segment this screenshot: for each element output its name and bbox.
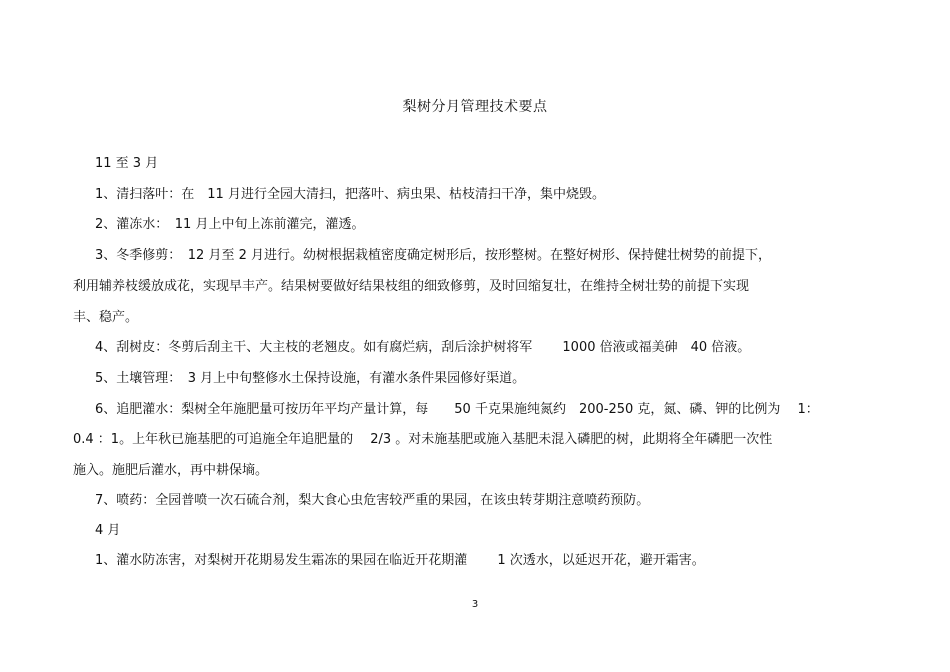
paragraph-fertilize-line1: 6、追肥灌水：梨树全年施肥量可按历年平均产量计算，每 50 千克果施纯氮约 200-250 克，氮、磷、钾的比例为 1： xyxy=(95,402,819,417)
paragraph-winter-pruning-line3: 丰、稳产。 xyxy=(73,310,139,325)
paragraph-winter-pruning-line2: 利用辅养枝缓放成花，实现早丰产。结果树要做好结果枝组的细致修剪，及时回缩复壮，在维持全树壮势的前提下实现 xyxy=(73,279,750,294)
paragraph-winter-irrigation: 2、灌冻水： 11 月上中旬上冻前灌完，灌透。 xyxy=(95,217,365,232)
paragraph-fertilize-line2: 0.4 ：1。上年秋已施基肥的可追施全年追肥量的 2/3 。对未施基肥或施入基肥未混入磷肥的树，此期将全年磷肥一次性 xyxy=(73,432,773,447)
paragraph-spraying: 7、喷药：全园普喷一次石硫合剂，梨大食心虫危害较严重的果园，在该虫转芽期注意喷药预防。 xyxy=(95,493,650,508)
paragraph-frost-irrigation: 1、灌水防冻害，对梨树开花期易发生霜冻的果园在临近开花期灌 1 次透水，以延迟开花，避开霜害。 xyxy=(95,553,705,568)
paragraph-scrape-bark: 4、刮树皮：冬剪后刮主干、大主枝的老翘皮。如有腐烂病，刮后涂护树将军 1000 倍液或福美砷 40 倍液。 xyxy=(95,340,751,355)
paragraph-winter-pruning-line1: 3、冬季修剪： 12 月至 2 月进行。幼树根据栽植密度确定树形后，按形整树。在整好树形、保持健壮树势的前提下， xyxy=(95,248,771,263)
paragraph-fertilize-line3: 施入。施肥后灌水，再中耕保墒。 xyxy=(73,463,269,478)
page-number: 3 xyxy=(471,599,479,610)
paragraph-clean-leaves: 1、清扫落叶：在 11 月进行全园大清扫，把落叶、病虫果、枯枝清扫干净，集中烧毁。 xyxy=(95,187,605,202)
paragraph-soil-management: 5、土壤管理： 3 月上中旬整修水土保持设施，有灌水条件果园修好渠道。 xyxy=(95,371,526,386)
document-title: 梨树分月管理技术要点 xyxy=(402,99,548,115)
section-heading-april: 4 月 xyxy=(95,523,121,538)
section-heading-nov-mar: 11 至 3 月 xyxy=(95,156,159,171)
